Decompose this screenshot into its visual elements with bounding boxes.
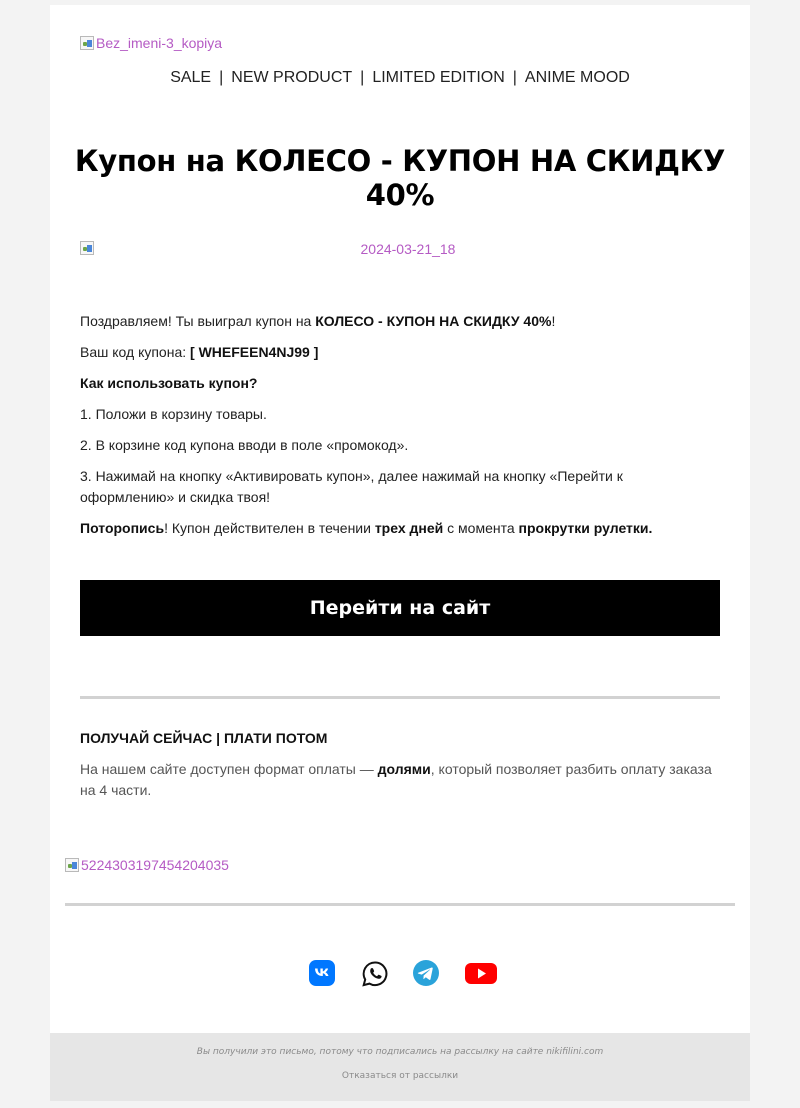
hurry-bold: Поторопись	[80, 520, 165, 536]
vk-icon[interactable]	[308, 959, 336, 987]
nav-link-limited-edition[interactable]: LIMITED EDITION	[372, 69, 505, 86]
broken-image-icon	[80, 36, 94, 50]
footer	[50, 1033, 750, 1101]
banner-image[interactable]	[80, 237, 720, 257]
unsubscribe-link[interactable]: Отказаться от рассылки	[341, 1071, 459, 1081]
coupon-code: [ WHEFEEN4NJ99 ]	[190, 344, 319, 360]
page-title: Купон на КОЛЕСО - КУПОН НА СКИДКУ 40%	[74, 144, 726, 212]
nav-separator: |	[512, 69, 517, 86]
installments-suffix: , который позволяет разбить оплату заказа на 4 части.	[80, 761, 712, 798]
hurry-text	[80, 518, 720, 539]
whatsapp-icon[interactable]	[360, 959, 388, 987]
divider	[65, 903, 735, 906]
hurry-days: трех дней	[374, 520, 444, 536]
installments-prefix: На нашем сайте доступен формат оплаты —	[80, 761, 378, 777]
nav-link-new-product[interactable]: NEW PRODUCT	[231, 69, 353, 86]
divider	[80, 696, 720, 699]
congrats-prefix: Поздравляем! Ты выиграл купон на	[80, 313, 316, 329]
installments-bold: долями	[377, 761, 431, 777]
logo-image[interactable]	[80, 35, 222, 51]
email-card	[50, 5, 750, 1033]
step-1: 1. Положи в корзину товары.	[80, 406, 267, 422]
installments-heading: ПОЛУЧАЙ СЕЙЧАС | ПЛАТИ ПОТОМ	[80, 730, 328, 746]
installments-text	[80, 759, 720, 801]
banner-alt-text: 2024-03-21_18	[360, 241, 456, 257]
congrats-suffix: !	[551, 313, 556, 329]
nav-link-anime-mood[interactable]: ANIME MOOD	[524, 69, 630, 86]
coupon-code-line	[80, 342, 720, 363]
coupon-name: КОЛЕСО - КУПОН НА СКИДКУ 40%	[315, 313, 552, 329]
installments-title	[80, 728, 720, 749]
logo-alt-text: Bez_imeni-3_kopiya	[96, 35, 223, 51]
congrats-text	[80, 311, 720, 332]
partner-alt-text: 5224303197454204035	[81, 857, 229, 873]
telegram-icon[interactable]	[412, 959, 440, 987]
hurry-end: прокрутки рулетки.	[518, 520, 653, 536]
howto-heading: Как использовать купон?	[80, 375, 258, 391]
nav-separator: |	[219, 69, 224, 86]
step-3: 3. Нажимай на кнопку «Активировать купон», далее нажимай на кнопку «Перейти к оформлению» и скидка твоя!	[80, 468, 623, 505]
nav-link-sale[interactable]: SALE	[170, 69, 212, 86]
top-nav	[50, 69, 750, 87]
code-label: Ваш код купона:	[80, 344, 191, 360]
nav-separator: |	[360, 69, 365, 86]
youtube-icon[interactable]	[464, 959, 492, 987]
step-2: 2. В корзине код купона вводи в поле «промокод».	[80, 437, 409, 453]
partner-image[interactable]	[65, 857, 229, 873]
subscription-note: Вы получили это письмо, потому что подписались на рассылку на сайте nikifilini.com	[196, 1047, 604, 1057]
go-to-site-button[interactable]: Перейти на сайт	[80, 580, 720, 636]
social-links	[50, 959, 750, 991]
hurry-mid2: с момента	[443, 520, 519, 536]
howto-title	[80, 373, 720, 394]
hurry-mid: ! Купон действителен в течении	[164, 520, 375, 536]
broken-image-icon	[65, 858, 79, 872]
